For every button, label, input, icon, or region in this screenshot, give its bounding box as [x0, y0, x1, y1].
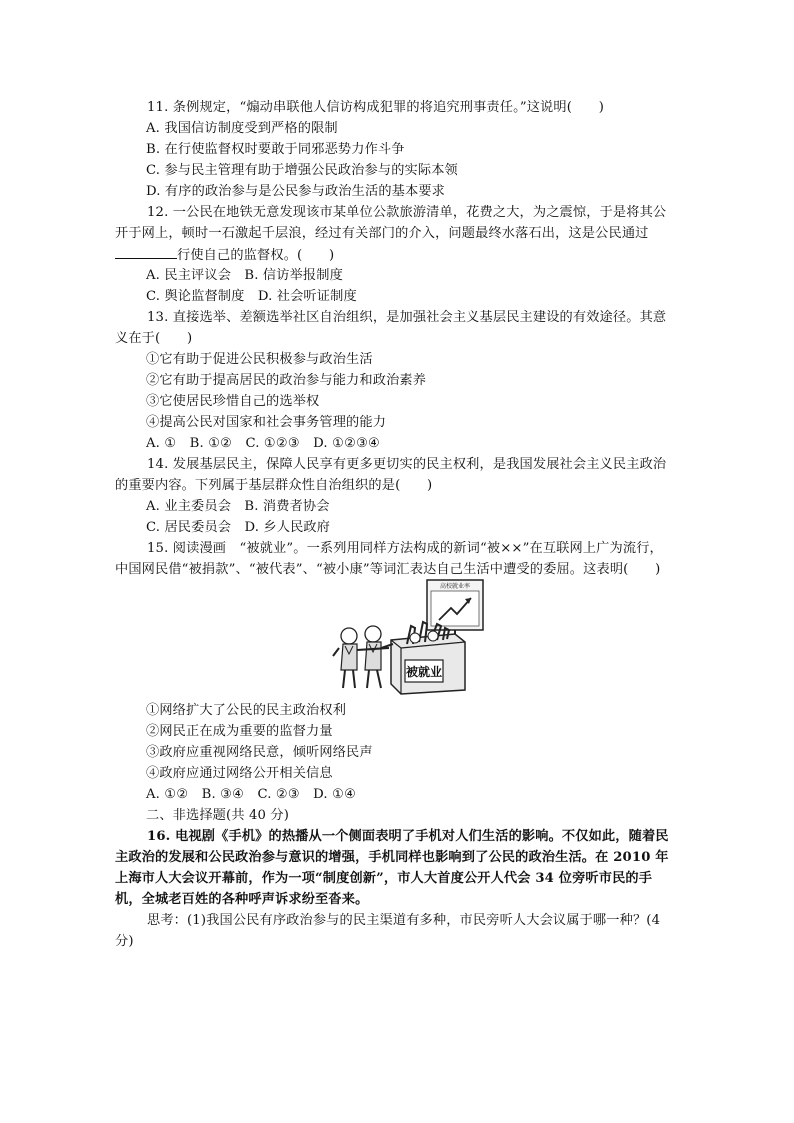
q15-stem-line2: 中国网民借“被捐款”、“被代表”、“被小康”等词汇表达自己生活中遭受的委屈。这表明( )	[115, 562, 661, 577]
answer-blank	[115, 244, 177, 259]
q14-options-ab: A. 业主委员会 B. 消费者协会	[146, 499, 330, 514]
q13-stem-line2: 义在于( )	[115, 331, 193, 346]
q12-stem-line3	[115, 244, 660, 266]
q16-think-line1: 思考：(1)我国公民有序政治参与的民主渠道有多种，市民旁听人大会议属于哪一种？(4	[147, 913, 661, 928]
q11-option-c: C. 参与民主管理有助于增强公民政治参与的实际本领	[146, 163, 458, 178]
q15-item-1: ①网络扩大了公民的民主政治权利	[146, 703, 347, 718]
q13-item-4: ④提高公民对国家和社会事务管理的能力	[146, 415, 387, 430]
q16-line1: 16. 电视剧《手机》的热播从一个侧面表明了手机对人们生活的影响。不仅如此，随着民	[147, 829, 669, 844]
q15-stem-line1: 15. 阅读漫画 “被就业”。一系列用同样方法构成的新词“被××”在互联网上广为流行，	[147, 541, 663, 556]
q16-line4: 机，全城老百姓的各种呼声诉求纷至沓来。	[115, 892, 369, 907]
q12-options-cd: C. 舆论监督制度 D. 社会听证制度	[146, 289, 357, 304]
q15-choices: A. ①② B. ③④ C. ②③ D. ①④	[146, 787, 357, 802]
q15-item-4: ④政府应通过网络公开相关信息	[146, 766, 333, 781]
q14-options-cd: C. 居民委员会 D. 乡人民政府	[146, 520, 331, 535]
person-head	[365, 626, 381, 642]
q16-think-line2: 分)	[115, 934, 134, 949]
person-head	[341, 628, 357, 644]
person-body	[365, 642, 381, 670]
q12-stem-line2: 开于网上，顿时一石激起千层浪，经过有关部门的介入，问题最终水落石出，这是公民通过	[115, 226, 649, 241]
signboard-panel	[431, 591, 479, 626]
q16-line3: 上海市人大会议开幕前，作为一项“制度创新”，市人大首度公开人代会 34 位旁听市民的手	[115, 871, 653, 886]
q11-option-d: D. 有序的政治参与是公民参与政治生活的基本要求	[146, 184, 446, 199]
signboard-label: 高校就业率	[439, 583, 471, 590]
q14-stem-line2: 的重要内容。下列属于基层群众性自治组织的是( )	[115, 478, 433, 493]
q15-item-3: ③政府应重视网络民意，倾听网络民声	[146, 745, 373, 760]
person-legs	[343, 670, 381, 688]
head-in-box	[410, 633, 420, 643]
cartoon-illustration	[327, 578, 487, 696]
q13-item-3: ③它使居民珍惜自己的选举权	[146, 394, 320, 409]
q15-item-2: ②网民正在成为重要的监督力量	[146, 724, 333, 739]
head-in-box	[428, 631, 438, 641]
q13-stem-line1: 13. 直接选举、差额选举社区自治组织，是加强社会主义基层民主建设的有效途径。其意	[147, 310, 667, 325]
person-body	[341, 644, 357, 670]
q14-stem-line1: 14. 发展基层民主，保障人民享有更多更切实的民主权利，是我国发展社会主义民主政治	[147, 457, 667, 472]
q11-option-a: A. 我国信访制度受到严格的限制	[146, 121, 338, 136]
q13-item-1: ①它有助于促进公民积极参与政治生活	[146, 352, 373, 367]
q13-choices: A. ① B. ①② C. ①②③ D. ①②③④	[146, 436, 381, 451]
q12-stem-line3-text: 行使自己的监督权。( )	[177, 248, 335, 263]
q13-item-2: ②它有助于提高居民的政治参与能力和政治素养	[146, 373, 427, 388]
box-label: 被就业	[405, 665, 443, 679]
q12-options-ab: A. 民主评议会 B. 信访举报制度	[146, 268, 343, 283]
q16-line2: 主政治的发展和公民政治参与意识的增强，手机同样也影响到了公民的政治生活。在 2010 年	[115, 850, 669, 865]
q12-stem-line1: 12. 一公民在地铁无意发现该市某单位公款旅游清单，花费之大，为之震惊，于是将其公	[147, 205, 667, 220]
q11-option-b: B. 在行使监督权时要敢于同邪恶势力作斗争	[146, 142, 405, 157]
section-heading: 二、非选择题(共 40 分)	[146, 808, 290, 823]
q11-stem: 11. 条例规定，“煽动串联他人信访构成犯罪的将追究刑事责任。”这说明( )	[147, 100, 604, 115]
